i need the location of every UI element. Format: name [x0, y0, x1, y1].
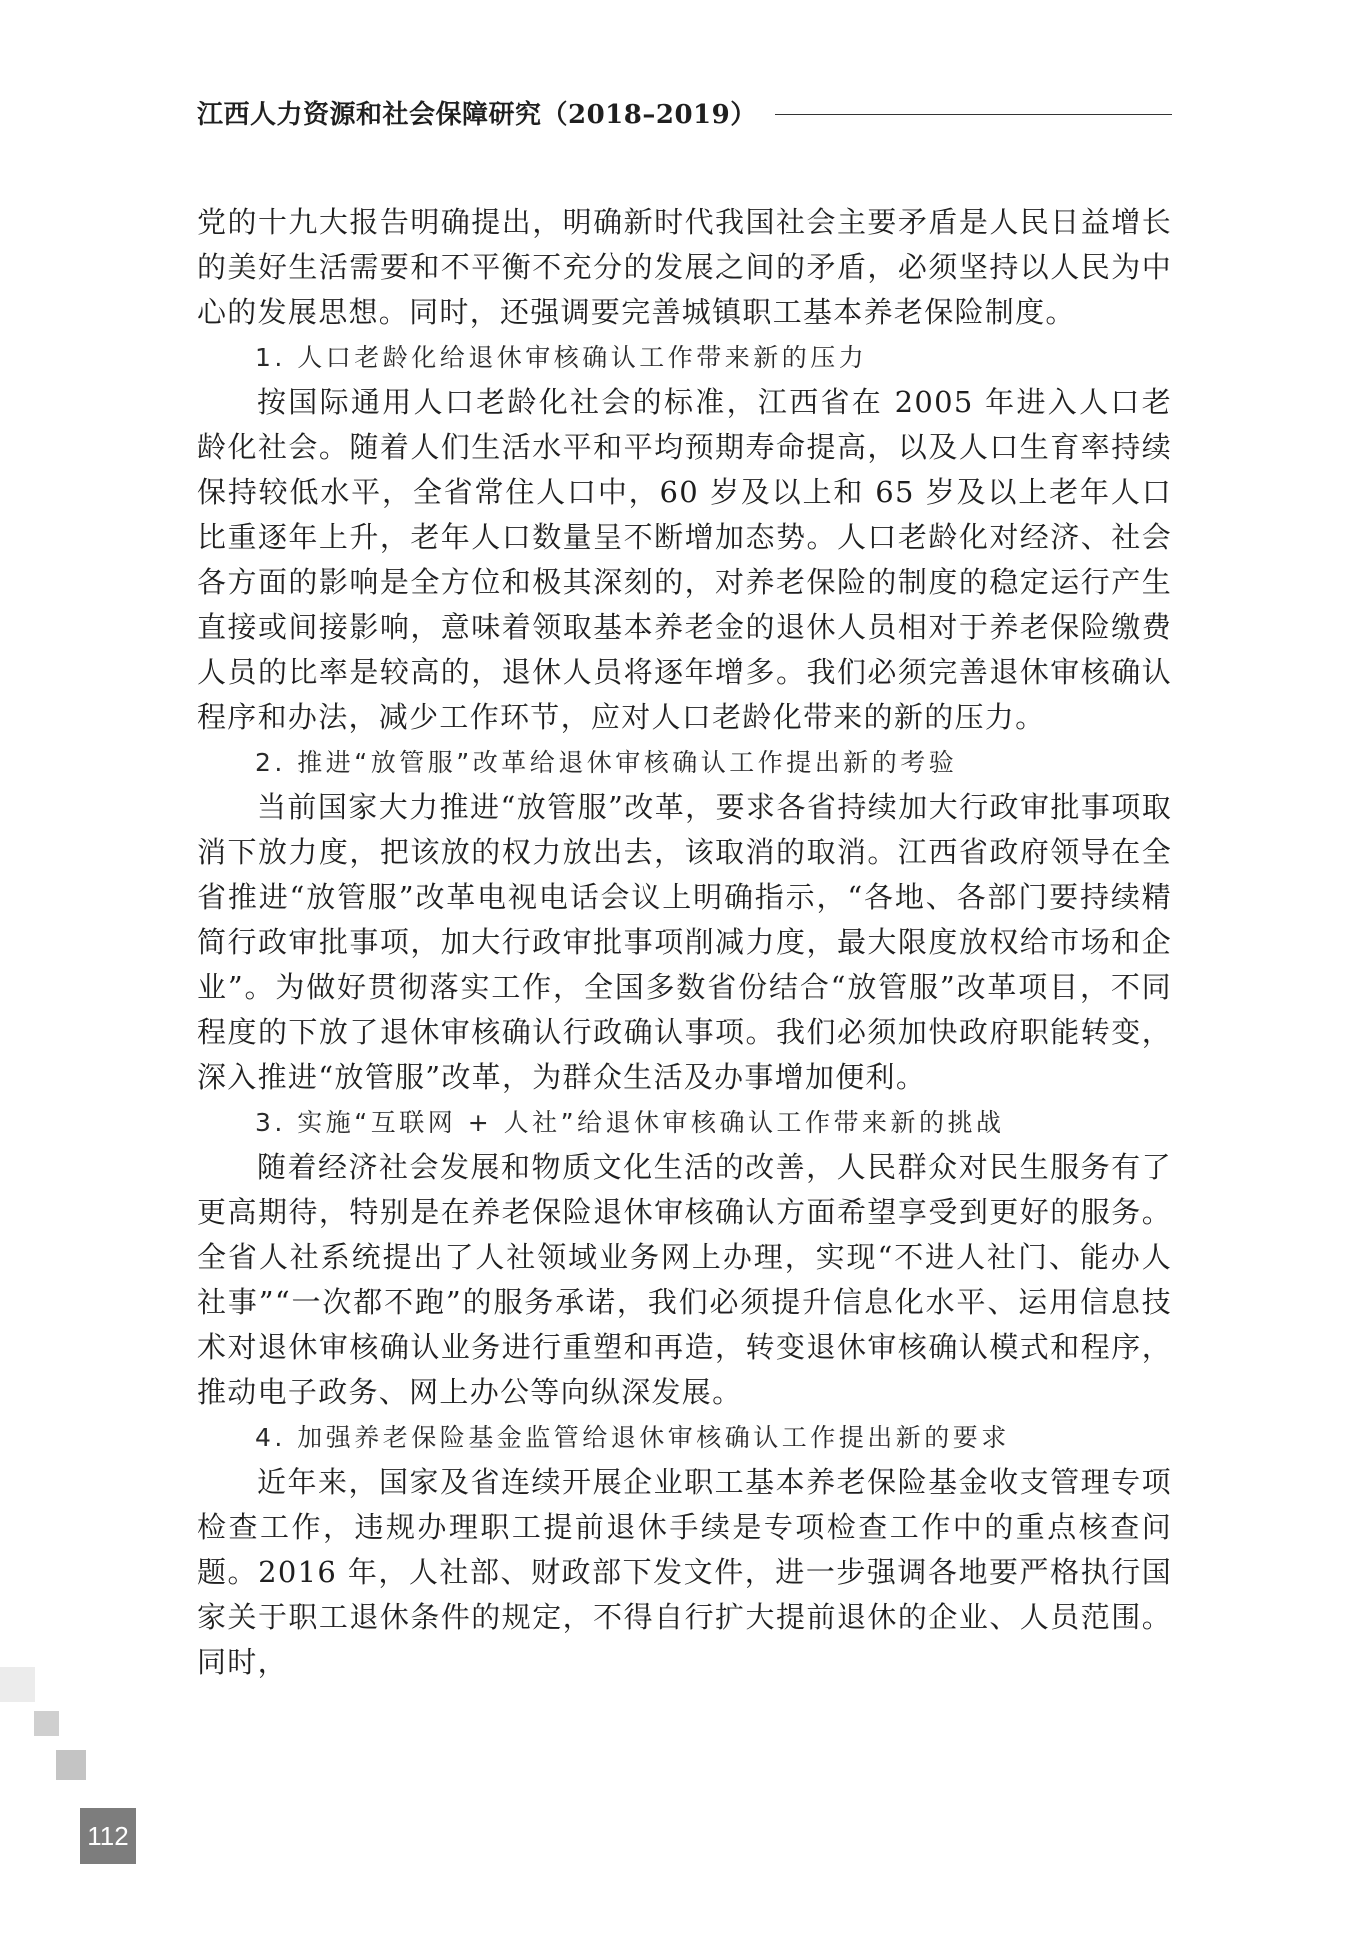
header-rule [775, 114, 1172, 115]
decorative-square [34, 1711, 59, 1736]
section-heading-4: 4. 加强养老保险基金监管给退休审核确认工作提出新的要求 [255, 1423, 1010, 1452]
decorative-square [0, 1667, 35, 1702]
section-heading-1: 1. 人口老龄化给退休审核确认工作带来新的压力 [255, 343, 868, 372]
running-header-title: 江西人力资源和社会保障研究（2018–2019） [197, 99, 757, 130]
paragraph-internet: 随着经济社会发展和物质文化生活的改善，人民群众对民生服务有了更高期待，特别是在养老保险退休审核确认方面希望享受到更好的服务。全省人社系统提出了人社领域业务网上办理，实现“不进人社门、能办人社事”“一次都不跑”的服务承诺，我们必须提升信息化水平、运用信息技术对退休审核确认业务进行重塑和再造，转变退休审核确认模式和程序，推动电子政务、网上办公等向纵深发展。 [197, 1150, 1172, 1409]
paragraph-aging: 按国际通用人口老龄化社会的标准，江西省在 2005 年进入人口老龄化社会。随着人们生活水平和平均预期寿命提高，以及人口生育率持续保持较低水平，全省常住人口中，60 岁及以上和 65 岁及以上老年人口比重逐年上升，老年人口数量呈不断增加态势。人口老龄化对经济、社会各方面的影响是全方位和极其深刻的，对养老保险的制度的稳定运行产生直接或间接影响，意味着领取基本养老金的退休人员相对于养老保险缴费人员的比率是较高的，退休人员将逐年增多。我们必须完善退休审核确认程序和办法，减少工作环节，应对人口老龄化带来的新的压力。 [197, 385, 1172, 734]
decorative-square [56, 1750, 86, 1780]
paragraph-fund-supervision: 近年来，国家及省连续开展企业职工基本养老保险基金收支管理专项检查工作，违规办理职工提前退休手续是专项检查工作中的重点核查问题。2016 年，人社部、财政部下发文件，进一步强调各地要严格执行国家关于职工退休条件的规定，不得自行扩大提前退休的企业、人员范围。同时， [197, 1465, 1172, 1679]
body-text [197, 200, 1172, 1685]
section-heading-3: 3. 实施“互联网 + 人社”给退休审核确认工作带来新的挑战 [255, 1108, 1005, 1137]
page-number: 112 [80, 1808, 136, 1864]
running-header [197, 92, 1172, 132]
section-heading-2: 2. 推进“放管服”改革给退休审核确认工作提出新的考验 [255, 748, 958, 777]
paragraph-intro: 党的十九大报告明确提出，明确新时代我国社会主要矛盾是人民日益增长的美好生活需要和不平衡不充分的发展之间的矛盾，必须坚持以人民为中心的发展思想。同时，还强调要完善城镇职工基本养老保险制度。 [197, 205, 1172, 329]
paragraph-reform: 当前国家大力推进“放管服”改革，要求各省持续加大行政审批事项取消下放力度，把该放的权力放出去，该取消的取消。江西省政府领导在全省推进“放管服”改革电视电话会议上明确指示，“各地、各部门要持续精简行政审批事项，加大行政审批事项削减力度，最大限度放权给市场和企业”。为做好贯彻落实工作，全国多数省份结合“放管服”改革项目，不同程度的下放了退休审核确认行政确认事项。我们必须加快政府职能转变，深入推进“放管服”改革，为群众生活及办事增加便利。 [197, 790, 1172, 1094]
